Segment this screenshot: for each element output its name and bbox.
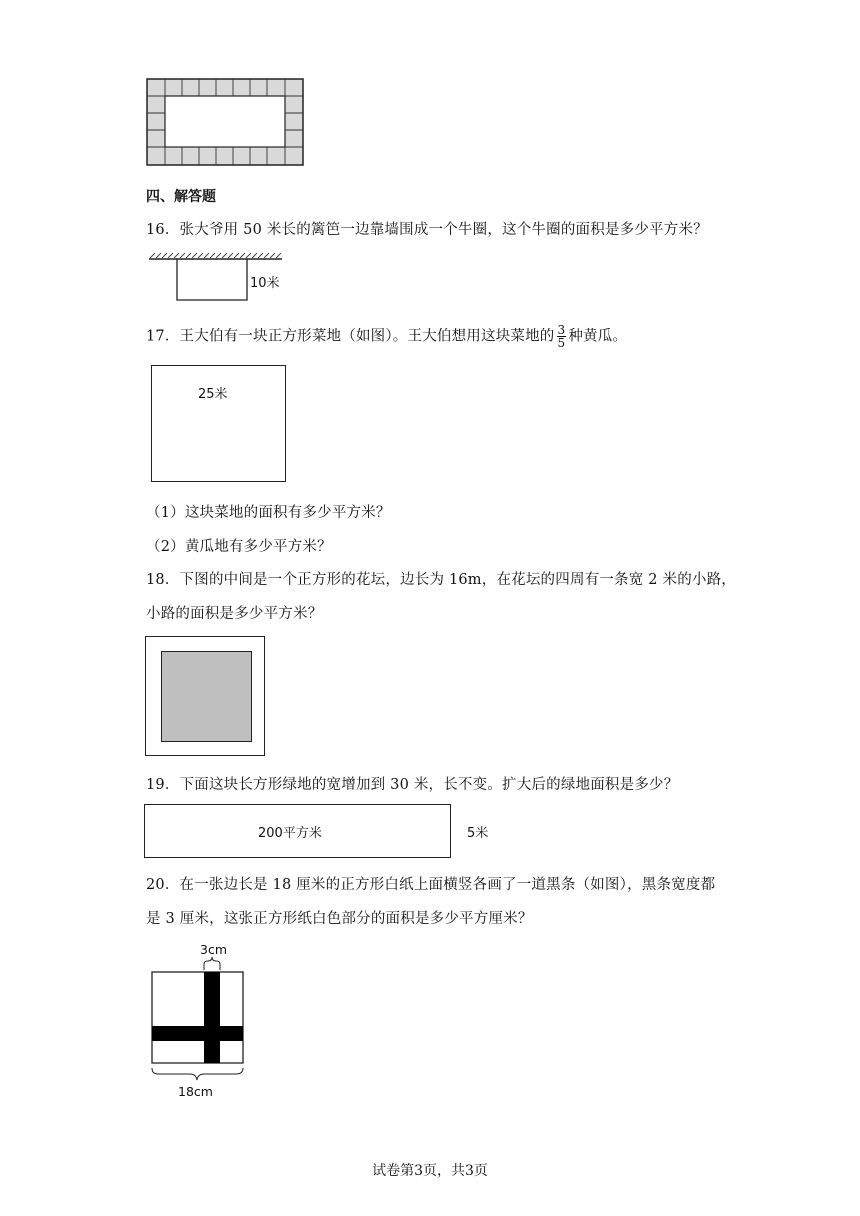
q17-side-label: 25米 bbox=[198, 387, 228, 402]
q17-text-after: 种黄瓜。 bbox=[568, 328, 628, 345]
page-footer: 试卷第3页，共3页 bbox=[372, 1163, 488, 1179]
tile-border-figure bbox=[146, 78, 304, 166]
q17-subquestion-1: （1）这块菜地的面积有多少平方米？ bbox=[146, 505, 391, 521]
question-19-text: 19．下面这块长方形绿地的宽增加到 30 米，长不变。扩大后的绿地面积是多少？ bbox=[146, 777, 679, 793]
q17-subquestion-2: （2）黄瓜地有多少平方米？ bbox=[146, 539, 332, 555]
q17-fraction-denominator: 5 bbox=[557, 336, 566, 350]
question-18-line-2: 小路的面积是多少平方米？ bbox=[146, 606, 323, 622]
q18-flowerbed bbox=[161, 651, 252, 742]
q16-side-label: 10米 bbox=[250, 276, 280, 291]
q17-text-before: 17．王大伯有一块正方形菜地（如图）。王大伯想用这块菜地的 bbox=[146, 328, 555, 345]
q17-fraction bbox=[557, 324, 567, 349]
q20-side-length-label: 18cm bbox=[178, 1084, 213, 1099]
section-title: 四、解答题 bbox=[146, 189, 216, 205]
q17-fraction-numerator: 3 bbox=[557, 323, 566, 337]
question-17-text bbox=[146, 324, 627, 349]
question-16-text: 16．张大爷用 50 米长的篱笆一边靠墙围成一个牛圈，这个牛圈的面积是多少平方米？ bbox=[146, 222, 708, 238]
q19-area-label: 200平方米 bbox=[258, 826, 322, 841]
question-20-line-1: 20．在一张边长是 18 厘米的正方形白纸上面横竖各画了一道黑条（如图），黑条宽度都 bbox=[146, 877, 716, 893]
question-18-line-1: 18．下图的中间是一个正方形的花坛，边长为 16m，在花坛的四周有一条宽 2 米的小路， bbox=[146, 572, 737, 588]
q20-paper-figure bbox=[146, 940, 252, 1102]
question-20-line-2: 是 3 厘米，这张正方形纸白色部分的面积是多少平方厘米？ bbox=[146, 911, 533, 927]
q20-strip-width-label: 3cm bbox=[200, 942, 228, 957]
q19-width-label: 5米 bbox=[467, 826, 489, 841]
